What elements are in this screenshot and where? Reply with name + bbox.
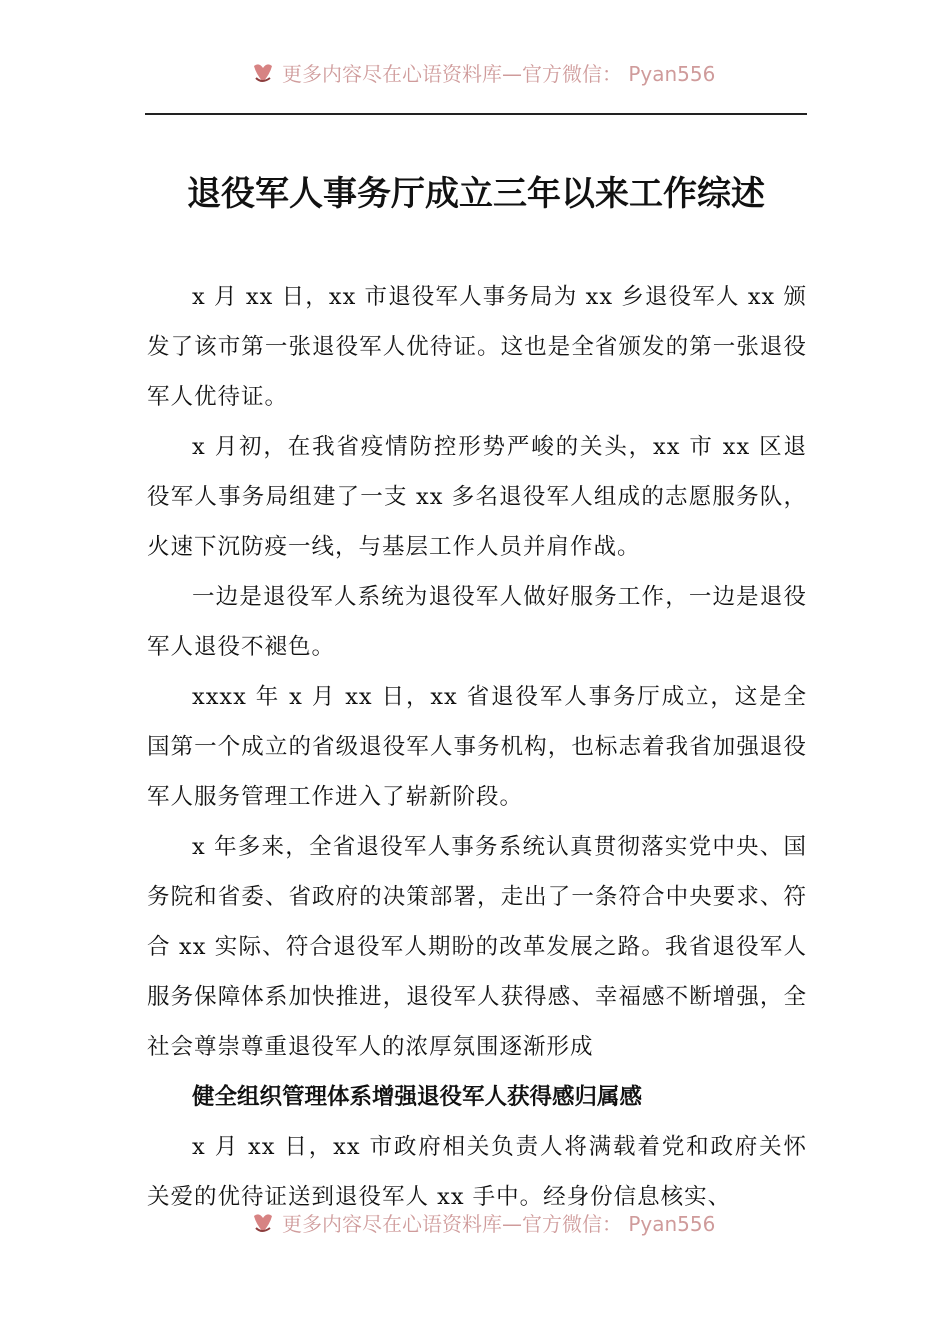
watermark-row — [250, 58, 715, 87]
section-subheading: 健全组织管理体系增强退役军人获得感归属感 — [192, 1084, 643, 1110]
paragraph-3: 一边是退役军人系统为退役军人做好服务工作，一边是退役军人退役不褪色。 — [147, 584, 807, 660]
watermark-text-bottom: 更多内容尽在心语资料库—官方微信： Pyan556 — [282, 1212, 716, 1236]
paragraph-4: xxxx 年 x 月 xx 日，xx 省退役军人事务厅成立，这是全国第一个成立的省级退役军人事务机构，也标志着我省加强退役军人服务管理工作进入了崭新阶段。 — [147, 684, 807, 810]
header-rule — [145, 113, 807, 115]
watermark-text: 更多内容尽在心语资料库—官方微信： Pyan556 — [282, 62, 716, 86]
document-title: 退役军人事务厅成立三年以来工作综述 — [187, 174, 765, 214]
header-watermark — [0, 52, 950, 92]
document-body — [147, 272, 807, 1222]
paragraph-2: x 月初，在我省疫情防控形势严峻的关头，xx 市 xx 区退役军人事务局组建了一支 xx 多名退役军人组成的志愿服务队，火速下沉防疫一线，与基层工作人员并肩作战。 — [147, 434, 807, 560]
watermark-logo-icon-bottom — [250, 1210, 276, 1236]
paragraph-1: x 月 xx 日，xx 市退役军人事务局为 xx 乡退役军人 xx 颁发了该市第一张退役军人优待证。这也是全省颁发的第一张退役军人优待证。 — [147, 284, 807, 410]
paragraph-5: x 年多来，全省退役军人事务系统认真贯彻落实党中央、国务院和省委、省政府的决策部署，走出了一条符合中央要求、符合 xx 实际、符合退役军人期盼的改革发展之路。我省退役军人服务保障体系加快推进，退役军人获得感、幸福感不断增强，全社会尊崇尊重退役军人的浓厚氛围逐渐形成 — [147, 834, 807, 1060]
footer-watermark — [0, 1202, 950, 1242]
watermark-logo-icon — [250, 60, 276, 86]
watermark-row-bottom — [250, 1208, 715, 1237]
paragraph-6: x 月 xx 日，xx 市政府相关负责人将满载着党和政府关怀关爱的优待证送到退役军人 xx 手中。经身份信息核实、 — [147, 1134, 807, 1210]
